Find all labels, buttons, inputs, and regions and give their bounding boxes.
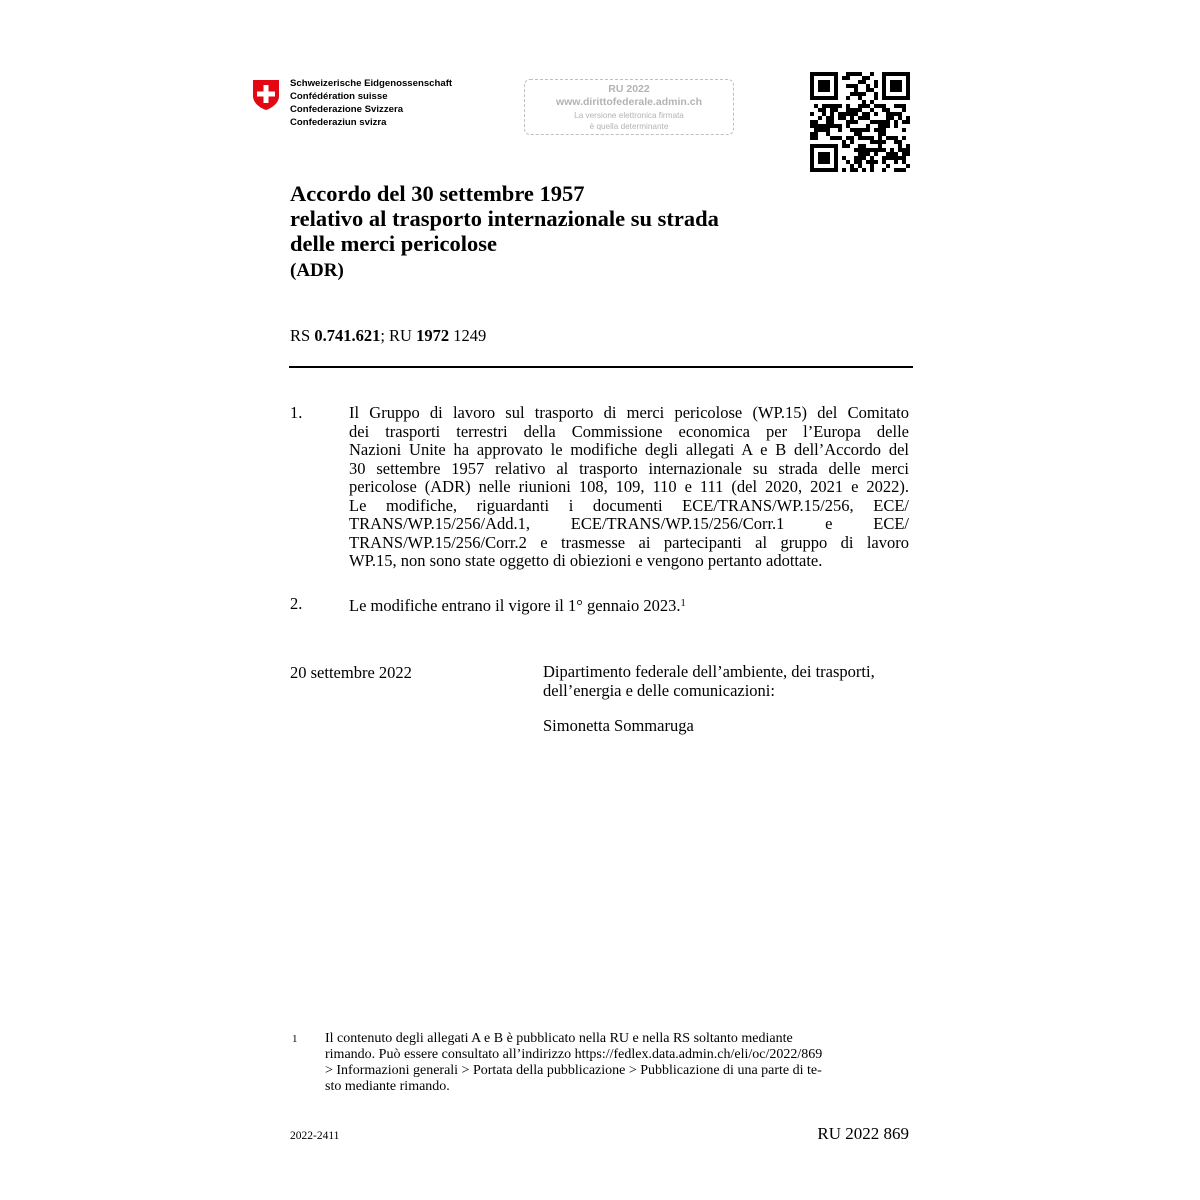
department-line: Dipartimento federale dell’ambiente, dei trasporti, (543, 662, 875, 681)
item-text-line: Le modifiche entrano il vigore il 1° gennaio 2023. (349, 596, 681, 615)
item-text-line: TRANS/WP.15/256/Add.1, ECE/TRANS/WP.15/256/Corr.1 e ECE/ (349, 514, 909, 533)
item-text-line: 30 settembre 1957 relativo al trasporto internazionale su strada delle merci (349, 458, 909, 478)
confederation-names (290, 77, 452, 129)
confederation-name-de: Schweizerische Eidgenossenschaft (290, 78, 453, 89)
item-text-line: dei trasporti terrestri della Commissione economica per l’Europa delle (349, 421, 909, 441)
document-title (290, 181, 890, 256)
department-name (543, 663, 875, 700)
confederation-name-rm: Confederaziun svizra (290, 117, 387, 128)
stamp-url: www.dirittofederale.admin.ch (555, 96, 703, 108)
signature-date: 20 settembre 2022 (290, 663, 412, 682)
item-text-line: WP.15, non sono state oggetto di obiezioni e vengono pertanto adottate. (349, 551, 823, 570)
footnote-line: Il contenuto degli allegati A e B è pubblicato nella RU e nella RS soltanto mediante (325, 1031, 793, 1046)
title-line: Accordo del 30 settembre 1957 (290, 181, 585, 206)
item-text-line: Il Gruppo di lavoro sul trasporto di merci pericolose (WP.15) del Comitato (349, 403, 909, 422)
item-text (349, 595, 909, 616)
footnote-line: > Informazioni generali > Portata della pubblicazione > Pubblicazione di una parte di te- (325, 1063, 822, 1078)
item-number: 1. (290, 403, 303, 422)
item-text-line: TRANS/WP.15/256/Corr.2 e trasmesse ai partecipanti al gruppo di lavoro (349, 532, 909, 552)
signer-name: Simonetta Sommaruga (543, 716, 694, 735)
footnote-line: rimando. Può essere consultato all’indirizzo https://fedlex.data.admin.ch/eli/oc/2022/869 (325, 1047, 823, 1062)
reference-line (290, 326, 486, 346)
department-line: dell’energia e delle comunicazioni: (543, 680, 775, 700)
title-divider (289, 366, 913, 368)
document-code: 2022-2411 (290, 1130, 340, 1142)
ru-reference: RU 2022 869 (817, 1124, 909, 1143)
footnote-text (325, 1031, 890, 1095)
publication-stamp (524, 79, 734, 135)
item-number: 2. (290, 594, 303, 613)
stamp-note-1: La versione elettronica firmata (574, 111, 684, 120)
rs-number: 0.741.621 (314, 326, 381, 345)
swiss-flag-icon (252, 79, 280, 111)
footnote-reference[interactable]: 1 (680, 598, 686, 609)
qr-code-icon[interactable] (810, 72, 910, 172)
confederation-name-fr: Confédération suisse (290, 91, 388, 102)
ru-page: 1249 (449, 326, 487, 345)
footnote-number: 1 (292, 1033, 298, 1045)
confederation-name-it: Confederazione Svizzera (290, 104, 404, 115)
title-abbreviation: (ADR) (290, 260, 344, 281)
title-line: delle merci pericolose (290, 231, 498, 256)
title-line: relativo al trasporto internazionale su strada (290, 206, 719, 231)
item-text-line: Nazioni Unite ha approvato le modifiche degli allegati A e B dell’Accordo del (349, 440, 909, 459)
stamp-ru: RU 2022 (608, 83, 650, 95)
swiss-confederation-logo (252, 77, 482, 137)
item-text-line: Le modifiche, riguardanti i documenti ECE/TRANS/WP.15/256, ECE/ (349, 495, 909, 515)
stamp-note-2: è quella determinante (589, 122, 669, 131)
item-text (349, 404, 909, 571)
ru-year: 1972 (416, 326, 450, 345)
rs-prefix: RS (290, 326, 315, 345)
item-text-line: pericolose (ADR) nelle riunioni 108, 109, 110 e 111 (del 2020, 2021 e 2022). (349, 477, 909, 496)
footnote-line: sto mediante rimando. (325, 1079, 450, 1094)
ru-separator: ; RU (380, 326, 417, 345)
